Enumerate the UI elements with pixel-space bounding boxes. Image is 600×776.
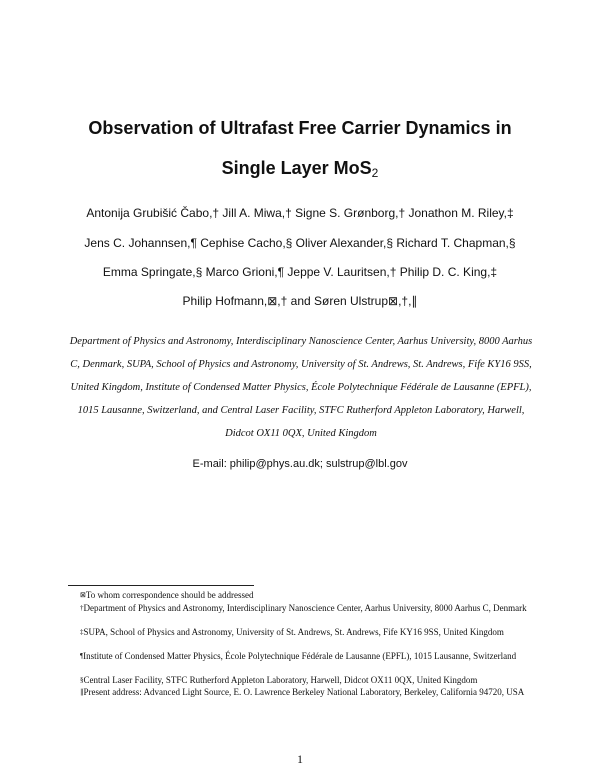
footnote <box>68 674 530 686</box>
footnote-text: Present address: Advanced Light Source, E. O. Lawrence Berkeley National Laboratory, Berkeley, California 94720, USA <box>83 687 525 697</box>
footnote-mark: ∥ <box>80 688 84 696</box>
footnote-mark: ⊠ <box>80 591 86 599</box>
title-line-2 <box>0 158 600 180</box>
footnote <box>68 589 530 601</box>
title-subscript: 2 <box>371 166 379 180</box>
author-line-4: Philip Hofmann,⊠,† and Søren Ulstrup⊠,†,∥ <box>182 294 418 308</box>
author-line-2: Jens C. Johannsen,¶ Cephise Cacho,§ Oliver Alexander,§ Richard T. Chapman,§ <box>84 236 516 250</box>
footnote <box>68 686 530 698</box>
title-line-2-text: Single Layer MoS <box>221 158 372 178</box>
author-line-3: Emma Springate,§ Marco Grioni,¶ Jeppe V. Lauritsen,† Philip D. C. King,‡ <box>102 265 498 279</box>
footnote-mark: ‡ <box>80 628 84 636</box>
page-number: 1 <box>297 752 303 766</box>
footnote-text: Central Laser Facility, STFC Rutherford Appleton Laboratory, Harwell, Didcot OX11 0QX, United Kingdom <box>83 675 478 685</box>
footnote-text: SUPA, School of Physics and Astronomy, University of St. Andrews, St. Andrews, Fife KY16 9SS, United Kingdom <box>83 627 504 637</box>
footnote <box>68 626 530 638</box>
author-line-1: Antonija Grubišić Čabo,† Jill A. Miwa,† Signe S. Grønborg,† Jonathon M. Riley,‡ <box>86 206 514 220</box>
footnote <box>68 602 530 614</box>
affiliation: Department of Physics and Astronomy, Interdisciplinary Nanoscience Center, Aarhus University, 8000 Aarhus C, Denmark, SUPA, School of Physics and Astronomy, University of St. Andrews, St. Andrews, Fife KY16 9SS, United Kingdom, Institute of Condensed Matter Physics, École Polytechnique Fédérale de Lausanne (EPFL), 1015 Lausanne, Switzerland, and Central Laser Facility, STFC Rutherford Appleton Laboratory, Harwell, Didcot OX11 0QX, United Kingdom <box>69 336 533 439</box>
title-line-1: Observation of Ultrafast Free Carrier Dynamics in <box>88 118 512 138</box>
footnote <box>68 650 530 662</box>
footnote-mark: † <box>80 604 84 612</box>
contact-email: E-mail: philip@phys.au.dk; sulstrup@lbl.gov <box>192 458 408 470</box>
footnote-text: To whom correspondence should be addressed <box>85 590 254 600</box>
footnote-text: Institute of Condensed Matter Physics, École Polytechnique Fédérale de Lausanne (EPFL), 1015 Lausanne, Switzerland <box>83 651 517 661</box>
footnote-mark: § <box>80 676 84 684</box>
footnote-rule <box>68 585 254 586</box>
footnote-mark: ¶ <box>80 652 84 660</box>
footnote-text: Department of Physics and Astronomy, Interdisciplinary Nanoscience Center, Aarhus University, 8000 Aarhus C, Denmark <box>83 603 527 613</box>
